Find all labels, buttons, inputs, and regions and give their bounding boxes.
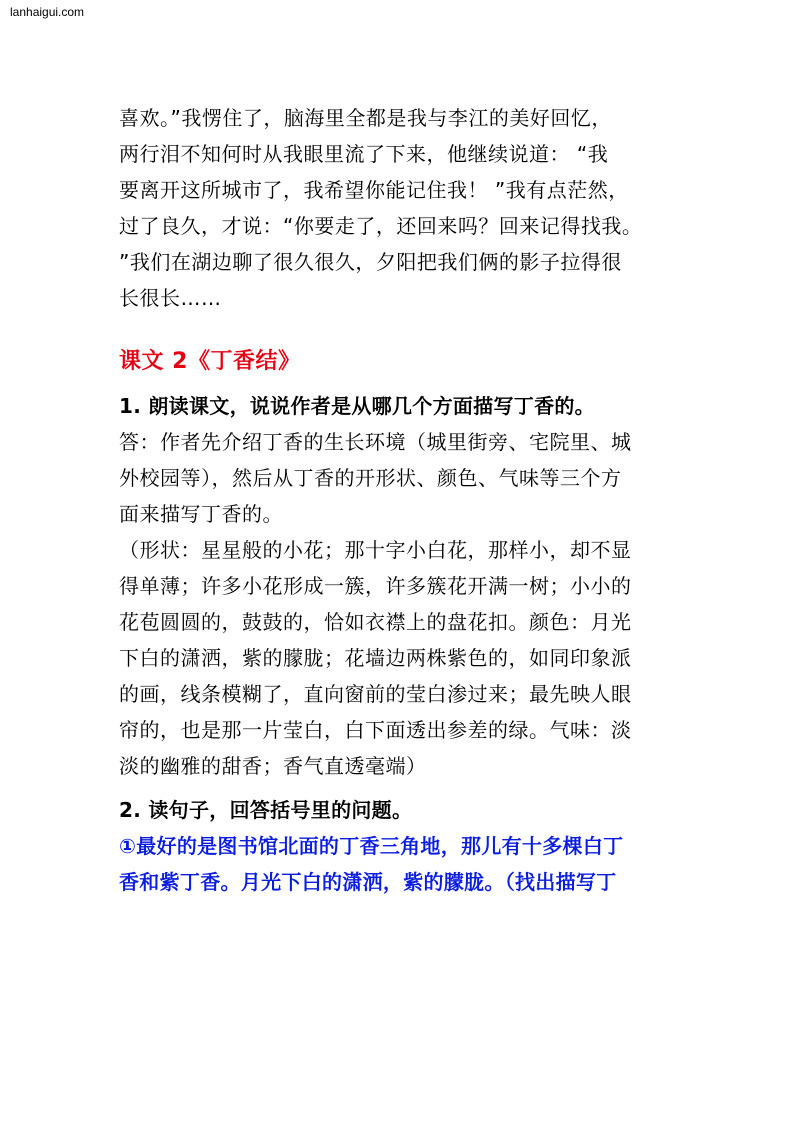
question-1: 1. 朗读课文，说说作者是从哪几个方面描写丁香的。 xyxy=(119,394,595,418)
answer-line: 面来描写丁香的。 xyxy=(119,502,283,526)
sentence-line: 香和紫丁香。月光下白的潇洒，紫的朦胧。（找出描写丁 xyxy=(119,870,617,894)
sentence-line: ①最好的是图书馆北面的丁香三角地，那儿有十多棵白丁 xyxy=(119,834,624,858)
detail-line: 淡的幽雅的甜香；香气直透毫端） xyxy=(119,754,427,778)
detail-line: 下白的潇洒，紫的朦胧；花墙边两株紫色的，如同印象派 xyxy=(119,646,632,670)
question-2: 2. 读句子，回答括号里的问题。 xyxy=(119,798,413,822)
story-line: ”我们在湖边聊了很久很久，夕阳把我们俩的影子拉得很 xyxy=(119,250,622,274)
detail-line: 花苞圆圆的，鼓鼓的，恰如衣襟上的盘花扣。颜色：月光 xyxy=(119,610,632,634)
detail-line: 帘的，也是那一片莹白，白下面透出参差的绿。气味：淡 xyxy=(119,718,632,742)
story-line: 要离开这所城市了，我希望你能记住我！ ”我有点茫然， xyxy=(119,178,629,202)
story-line: 两行泪不知何时从我眼里流了下来，他继续说道： “我 xyxy=(119,142,609,166)
detail-line: （形状：星星般的小花；那十字小白花，那样小，却不显 xyxy=(119,538,632,562)
story-line: 长很长…… xyxy=(119,286,222,310)
story-line: 喜欢。”我愣住了，脑海里全都是我与李江的美好回忆， xyxy=(119,106,612,130)
answer-line: 外校园等），然后从丁香的开形状、颜色、气味等三个方 xyxy=(119,466,622,490)
site-watermark: lanhaigui.com xyxy=(10,5,85,19)
answer-line: 答：作者先介绍丁香的生长环境（城里街旁、宅院里、城 xyxy=(119,430,632,454)
lesson-title: 课文 2《丁香结》 xyxy=(119,349,301,374)
question-2-sentence xyxy=(119,828,679,900)
document-body xyxy=(119,100,679,900)
detail-line: 的画，线条模糊了，直向窗前的莹白渗过来；最先映人眼 xyxy=(119,682,632,706)
answer-1 xyxy=(119,424,679,532)
answer-1-detail xyxy=(119,532,679,784)
spacer xyxy=(119,316,679,344)
story-paragraph xyxy=(119,100,679,316)
story-line: 过了良久，才说：“你要走了，还回来吗？回来记得找我。 xyxy=(119,214,643,238)
detail-line: 得单薄；许多小花形成一簇，许多簇花开满一树；小小的 xyxy=(119,574,632,598)
